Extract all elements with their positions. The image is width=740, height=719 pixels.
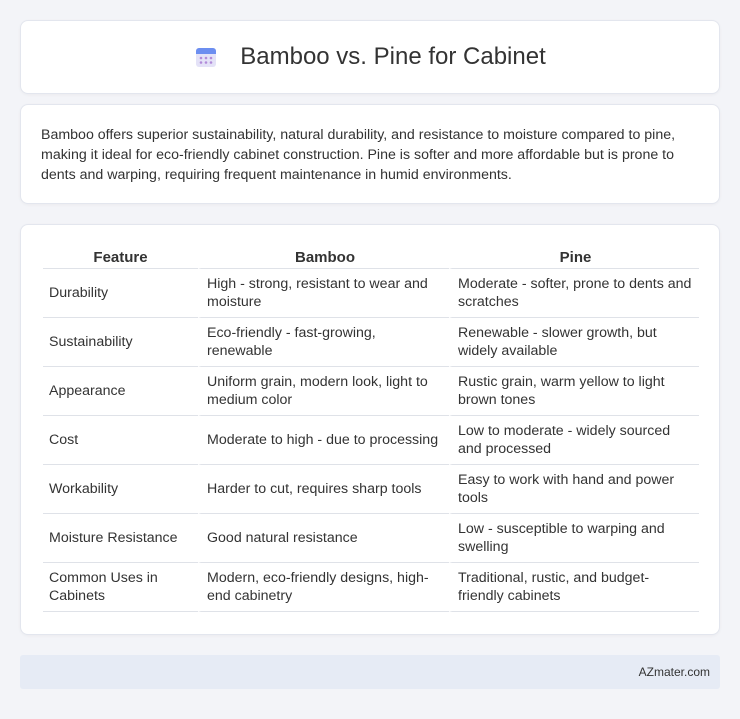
page-title-text: Bamboo vs. Pine for Cabinet [240, 43, 546, 70]
pine-cell: Easy to work with hand and power tools [449, 465, 699, 514]
footer-brand[interactable]: AZmater.com [638, 665, 710, 679]
table-header-row [43, 245, 699, 269]
header-pine: Pine [449, 245, 699, 269]
table-row [43, 269, 699, 318]
bamboo-cell: Moderate to high - due to processing [198, 416, 449, 465]
bamboo-cell: Modern, eco-friendly designs, high-end cabinetry [198, 563, 449, 612]
table-row [43, 416, 699, 465]
bamboo-cell: Uniform grain, modern look, light to medium color [198, 367, 449, 416]
comparison-table [43, 245, 699, 612]
pine-cell: Renewable - slower growth, but widely available [449, 318, 699, 367]
calendar-icon [194, 45, 218, 69]
summary-card [20, 104, 720, 204]
title-card [20, 20, 720, 94]
table-row [43, 514, 699, 563]
table-row [43, 367, 699, 416]
footer [20, 655, 720, 689]
page-title [194, 43, 546, 71]
pine-cell: Low to moderate - widely sourced and processed [449, 416, 699, 465]
pine-cell: Traditional, rustic, and budget-friendly cabinets [449, 563, 699, 612]
feature-cell: Durability [43, 269, 198, 318]
comparison-table-card [20, 224, 720, 635]
table-row [43, 465, 699, 514]
header-bamboo: Bamboo [198, 245, 449, 269]
bamboo-cell: Eco-friendly - fast-growing, renewable [198, 318, 449, 367]
table-row [43, 318, 699, 367]
header-feature: Feature [43, 245, 198, 269]
table-row [43, 563, 699, 612]
pine-cell: Rustic grain, warm yellow to light brown tones [449, 367, 699, 416]
pine-cell: Moderate - softer, prone to dents and scratches [449, 269, 699, 318]
bamboo-cell: Good natural resistance [198, 514, 449, 563]
pine-cell: Low - susceptible to warping and swelling [449, 514, 699, 563]
bamboo-cell: High - strong, resistant to wear and moisture [198, 269, 449, 318]
feature-cell: Moisture Resistance [43, 514, 198, 563]
bamboo-cell: Harder to cut, requires sharp tools [198, 465, 449, 514]
feature-cell: Sustainability [43, 318, 198, 367]
feature-cell: Workability [43, 465, 198, 514]
feature-cell: Cost [43, 416, 198, 465]
feature-cell: Common Uses in Cabinets [43, 563, 198, 612]
feature-cell: Appearance [43, 367, 198, 416]
summary-text: Bamboo offers superior sustainability, natural durability, and resistance to moisture compared to pine, making it ideal for eco-friendly cabinet construction. Pine is softer and more affordable but is prone to dents and warping, requiring frequent maintenance in humid environments. [41, 127, 676, 183]
